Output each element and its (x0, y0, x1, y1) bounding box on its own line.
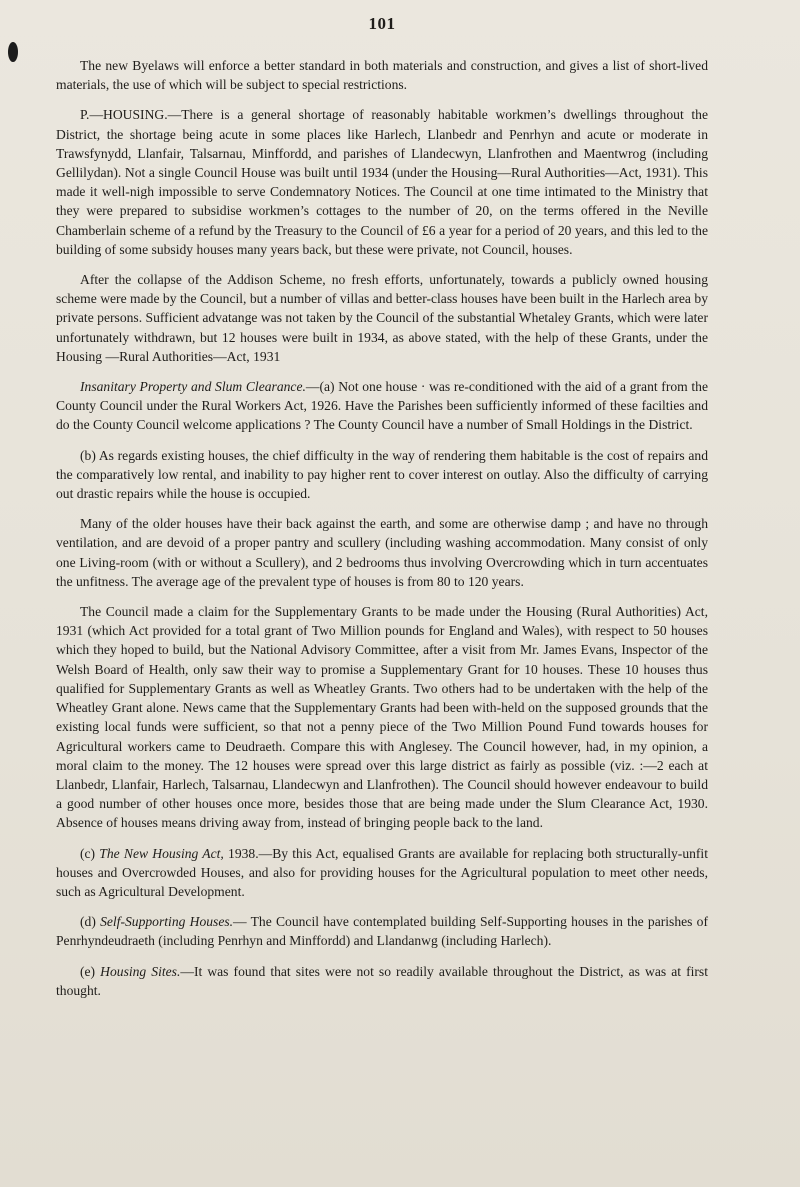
paragraph-housing (56, 105, 708, 259)
paragraph-text: — The Council have contemplated building Self-Supporting houses in the parishes of Penrhyndeudraeth (including Penrhyn and Minffordd) and Llandanwg (including Harlech). (56, 914, 709, 949)
paragraph-text: P.—HOUSING.—There is a general shortage of reasonably habitable workmen’s dwellings throughout the District, the shortage being acute in some places like Harlech, Llanbedr and Penrhyn and acute or moderate in Trawsfynydd, Llanfair, Talsarnau, Minffordd, and parishes of Llandecwyn, Llanfrothen and Maentwrog (including Gellilydan). Not a single Council House was built until 1934 (under the Housing—Rural Authorities—Act, 1931). This made it well-nigh impossible to serve Condemnatory Notices. The Council at one time intimated to the Ministry that they were prepared to subsidise workmen’s cottages to the number of 20, on the terms offered in the Neville Chamberlain scheme of a refund by the Treasury to the Council of £6 a year for a period of 20 years, and this led to the building of some subsidy houses many years back, but these were private, not Council, houses. (56, 107, 708, 257)
paragraph-addison-scheme (56, 270, 708, 366)
item-prefix: (c) (80, 845, 100, 861)
section-heading: The New Housing Act, (99, 845, 224, 861)
paragraph-byelaws (56, 56, 708, 94)
paragraph-insanitary-property (56, 377, 708, 435)
paragraph-text: (b) As regards existing houses, the chief difficulty in the way of rendering them habitable is the cost of repairs and the comparatively low rental, and inability to pay higher rent to cover interest on outlay. Also the difficulty of carrying out drastic repairs while the house is occupied. (56, 447, 708, 502)
paragraph-text: 1938.—By this Act, equalised Grants are available for replacing both structurally-unfit houses and Overcrowded Houses, and also for providing houses for the Agricultural population to meet other needs, such as Agricultural Development. (56, 845, 708, 899)
section-heading: Insanitary Property and Slum Clearance. (80, 379, 306, 395)
item-prefix: (d) (80, 914, 101, 930)
paragraph-text: The new Byelaws will enforce a better standard in both materials and construction, and gives a list of short-lived materials, the use of which will be subject to special restrictions. (56, 58, 708, 93)
paragraph-text: —It was found that sites were not so readily available throughout the District, as was at first thought. (56, 963, 708, 998)
paragraph-text: —(a) Not one house · was re-conditioned with the aid of a grant from the County Council under the Rural Workers Act, 1926. Have the Parishes been sufficiently informed of these facilties and do the County Council welcome applications ? The County Council have a number of Small Holdings in the District. (56, 379, 708, 433)
item-prefix: (e) (80, 963, 101, 979)
paragraph-older-houses (56, 514, 708, 591)
paragraph-housing-sites (56, 962, 708, 1000)
paragraph-self-supporting-houses (56, 912, 708, 950)
section-heading: Self-Supporting Houses. (100, 914, 234, 930)
paragraph-supplementary-grants (56, 602, 708, 832)
page-number: 101 (368, 14, 396, 33)
section-heading: Housing Sites. (100, 963, 181, 979)
paragraph-text: The Council made a claim for the Supplementary Grants to be made under the Housing (Rural Authorities) Act, 1931 (which Act provided for a total grant of Two Million pounds for England and Wales), with respect to 50 houses which they hoped to build, but the National Advisory Committee, after a visit from Mr. James Evans, Inspector of the Welsh Board of Health, only saw their way to promise a Supplementary Grant for 10 houses. These 10 houses thus qualified for Supplementary Grants as well as Wheatley Grants. Two others had to be undertaken with the help of the Wheatley Grant alone. News came that the Supplementary Grants had been with-held on the supposed grounds that the existing local funds were sufficient, so that not a penny piece of the Two Million Pound Fund towards houses for Agricultural workers came to Deudraeth. Compare this with Anglesey. The Council however, had, in my opinion, a moral claim to the money. The 12 houses were spread over this large district as fairly as possible (viz. :—2 each at Llanbedr, Llanfair, Harlech, Talsarnau, Llandecwyn and Llanfrothen). The Council should however endeavour to build a good number of other houses once more, besides those that are being made under the Slum Clearance Act, 1930. Absence of houses means driving away from, instead of bringing people back to the land. (56, 604, 708, 831)
paragraph-text: After the collapse of the Addison Scheme, no fresh efforts, unfortunately, towards a publicly owned housing scheme were made by the Council, but a number of villas and better-class houses have been built in the Harlech area by private persons. Sufficient advatange was not taken by the Council of the substantial Whetaley Grants, which were later unfortunately withdrawn, but 12 houses were built in 1934, as above stated, with the help of these Grants, under the Housing —Rural Authorities—Act, 1931 (56, 272, 708, 364)
paragraph-existing-houses (56, 446, 708, 504)
paragraph-text: Many of the older houses have their back against the earth, and some are otherwise damp ; and have no through ventilation, and are devoid of a proper pantry and scullery (including washing accommodation. Many consist of only one Living-room (with or without a Scullery), and 2 bedrooms thus involving Overcrowding which in turn accentuates the unfitness. The average age of the prevalent type of houses is from 80 to 120 years. (56, 516, 708, 589)
paragraph-new-housing-act (56, 844, 708, 902)
binding-hole-mark (8, 42, 18, 62)
